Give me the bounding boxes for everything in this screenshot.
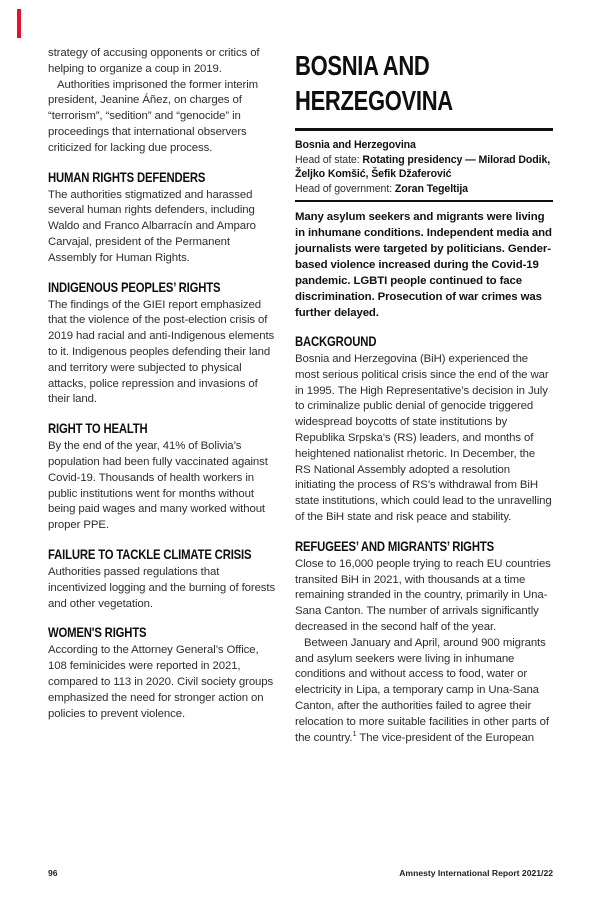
paragraph: Bosnia and Herzegovina (BiH) experienced the most serious political crisis since the end of the war in 1995. The High Representative’s decision in July to criminalize public denial of genocide triggered widespread boycotts of state institutions by Republika Srpska’s (RS) leaders, and months of heightened nationalist rhetoric. In December, the RS National Assembly adopted a resolution initiating the process of RS’s withdrawal from BiH state institutions, which could lead to the unravelling of the BiH state and risk peace and stability. <box>295 353 552 523</box>
left-column-bolivia <box>48 46 280 746</box>
country-title-line2: HERZEGOVINA <box>295 85 453 116</box>
country-info-block <box>295 138 553 196</box>
section-heading-failure-to-tackle-climate-crisis: FAILURE TO TACKLE CLIMATE CRISIS <box>48 546 252 562</box>
paragraph-text: Between January and April, around 900 migrants and asylum seekers were living in inhumane conditions and without access to food, water or electricity in Lipa, a temporary camp in Una-Sana Canton, after the authorities failed to agree their relocation to more suitable facilities in other parts of the country. <box>295 636 549 744</box>
head-of-government-value: Zoran Tegeltija <box>394 182 468 195</box>
section-heading-indigenous-peoples-rights: INDIGENOUS PEOPLES’ RIGHTS <box>48 279 221 295</box>
paragraph-with-footnote <box>295 636 553 747</box>
footnote-marker: 1 <box>352 728 357 738</box>
paragraph: Authorities imprisoned the former interim president, Jeanine Áñez, on charges of “terrorism”, “sedition” and “genocide” in proceedings that international observers criticized for lacking due process. <box>48 78 259 154</box>
paragraph: By the end of the year, 41% of Bolivia’s population had been fully vaccinated against Covid-19. Thousands of health workers in public institutions went for months without being paid wages and many worked without proper PPE. <box>48 440 268 532</box>
page-footer <box>48 868 553 878</box>
right-column-bosnia-herzegovina <box>295 46 553 746</box>
section-heading-womens-rights: WOMEN'S RIGHTS <box>48 625 147 641</box>
horizontal-rule-thick <box>295 128 553 131</box>
paragraph: The authorities stigmatized and harassed several human rights defenders, including Waldo and Franco Albarracín and Amparo Carvajal, president of the Permanent Assembly for Human Rights. <box>48 188 256 264</box>
section-heading-refugees-and-migrants-rights: REFUGEES’ AND MIGRANTS’ RIGHTS <box>295 538 494 554</box>
country-title-line1: BOSNIA AND <box>295 50 430 81</box>
section-heading-background: BACKGROUND <box>295 334 377 349</box>
section-heading-human-rights-defenders: HUMAN RIGHTS DEFENDERS <box>48 169 206 185</box>
head-of-government-line <box>295 182 553 197</box>
two-column-layout <box>48 46 553 746</box>
paragraph: strategy of accusing opponents or critics of helping to organize a coup in 2019. <box>48 47 260 75</box>
head-of-state-label: Head of state: <box>295 153 363 166</box>
country-name: Bosnia and Herzegovina <box>295 139 416 151</box>
paragraph: According to the Attorney General’s Office, 108 feminicides were reported in 2021, compared to 113 in 2020. Civil society groups emphasized the need for stronger action on policies to prevent violence. <box>48 644 274 720</box>
horizontal-rule-thin <box>295 200 553 202</box>
report-title-footer: Amnesty International Report 2021/22 <box>399 868 553 878</box>
head-of-state-line <box>295 153 553 182</box>
section-heading-right-to-health: RIGHT TO HEALTH <box>48 421 148 437</box>
head-of-government-label: Head of government: <box>295 182 395 195</box>
paragraph: Authorities passed regulations that incentivized logging and the burning of forests and other vegetation. <box>48 565 276 610</box>
paragraph-text: The vice-president of the European <box>356 731 534 744</box>
paragraph: Close to 16,000 people trying to reach EU countries transited BiH in 2021, with thousands at a time remaining stranded in the country, primarily in Una-Sana Canton. The number of arrivals significantly decreased in the second half of the year. <box>295 557 551 633</box>
country-summary: Many asylum seekers and migrants were living in inhumane conditions. Independent media and journalists were targeted by politicians. Gender-based violence increased during the Covid-19 pandemic. LGBTI people continued to face discrimination. Prosecution of war crimes was further delayed. <box>295 211 552 319</box>
country-title <box>295 48 501 118</box>
red-section-edge-marker <box>17 9 21 38</box>
paragraph: The findings of the GIEI report emphasized that the violence of the post-election crisis of 2019 had racial and anti-Indigenous elements to it. Indigenous peoples defending their land and territory were subjected to physical attacks, police repression and invasions of their land. <box>48 298 275 406</box>
head-of-state-value: Rotating presidency — Milorad Dodik, Željko Komšić, Šefik Džaferović <box>295 153 551 180</box>
page-number: 96 <box>48 868 58 878</box>
